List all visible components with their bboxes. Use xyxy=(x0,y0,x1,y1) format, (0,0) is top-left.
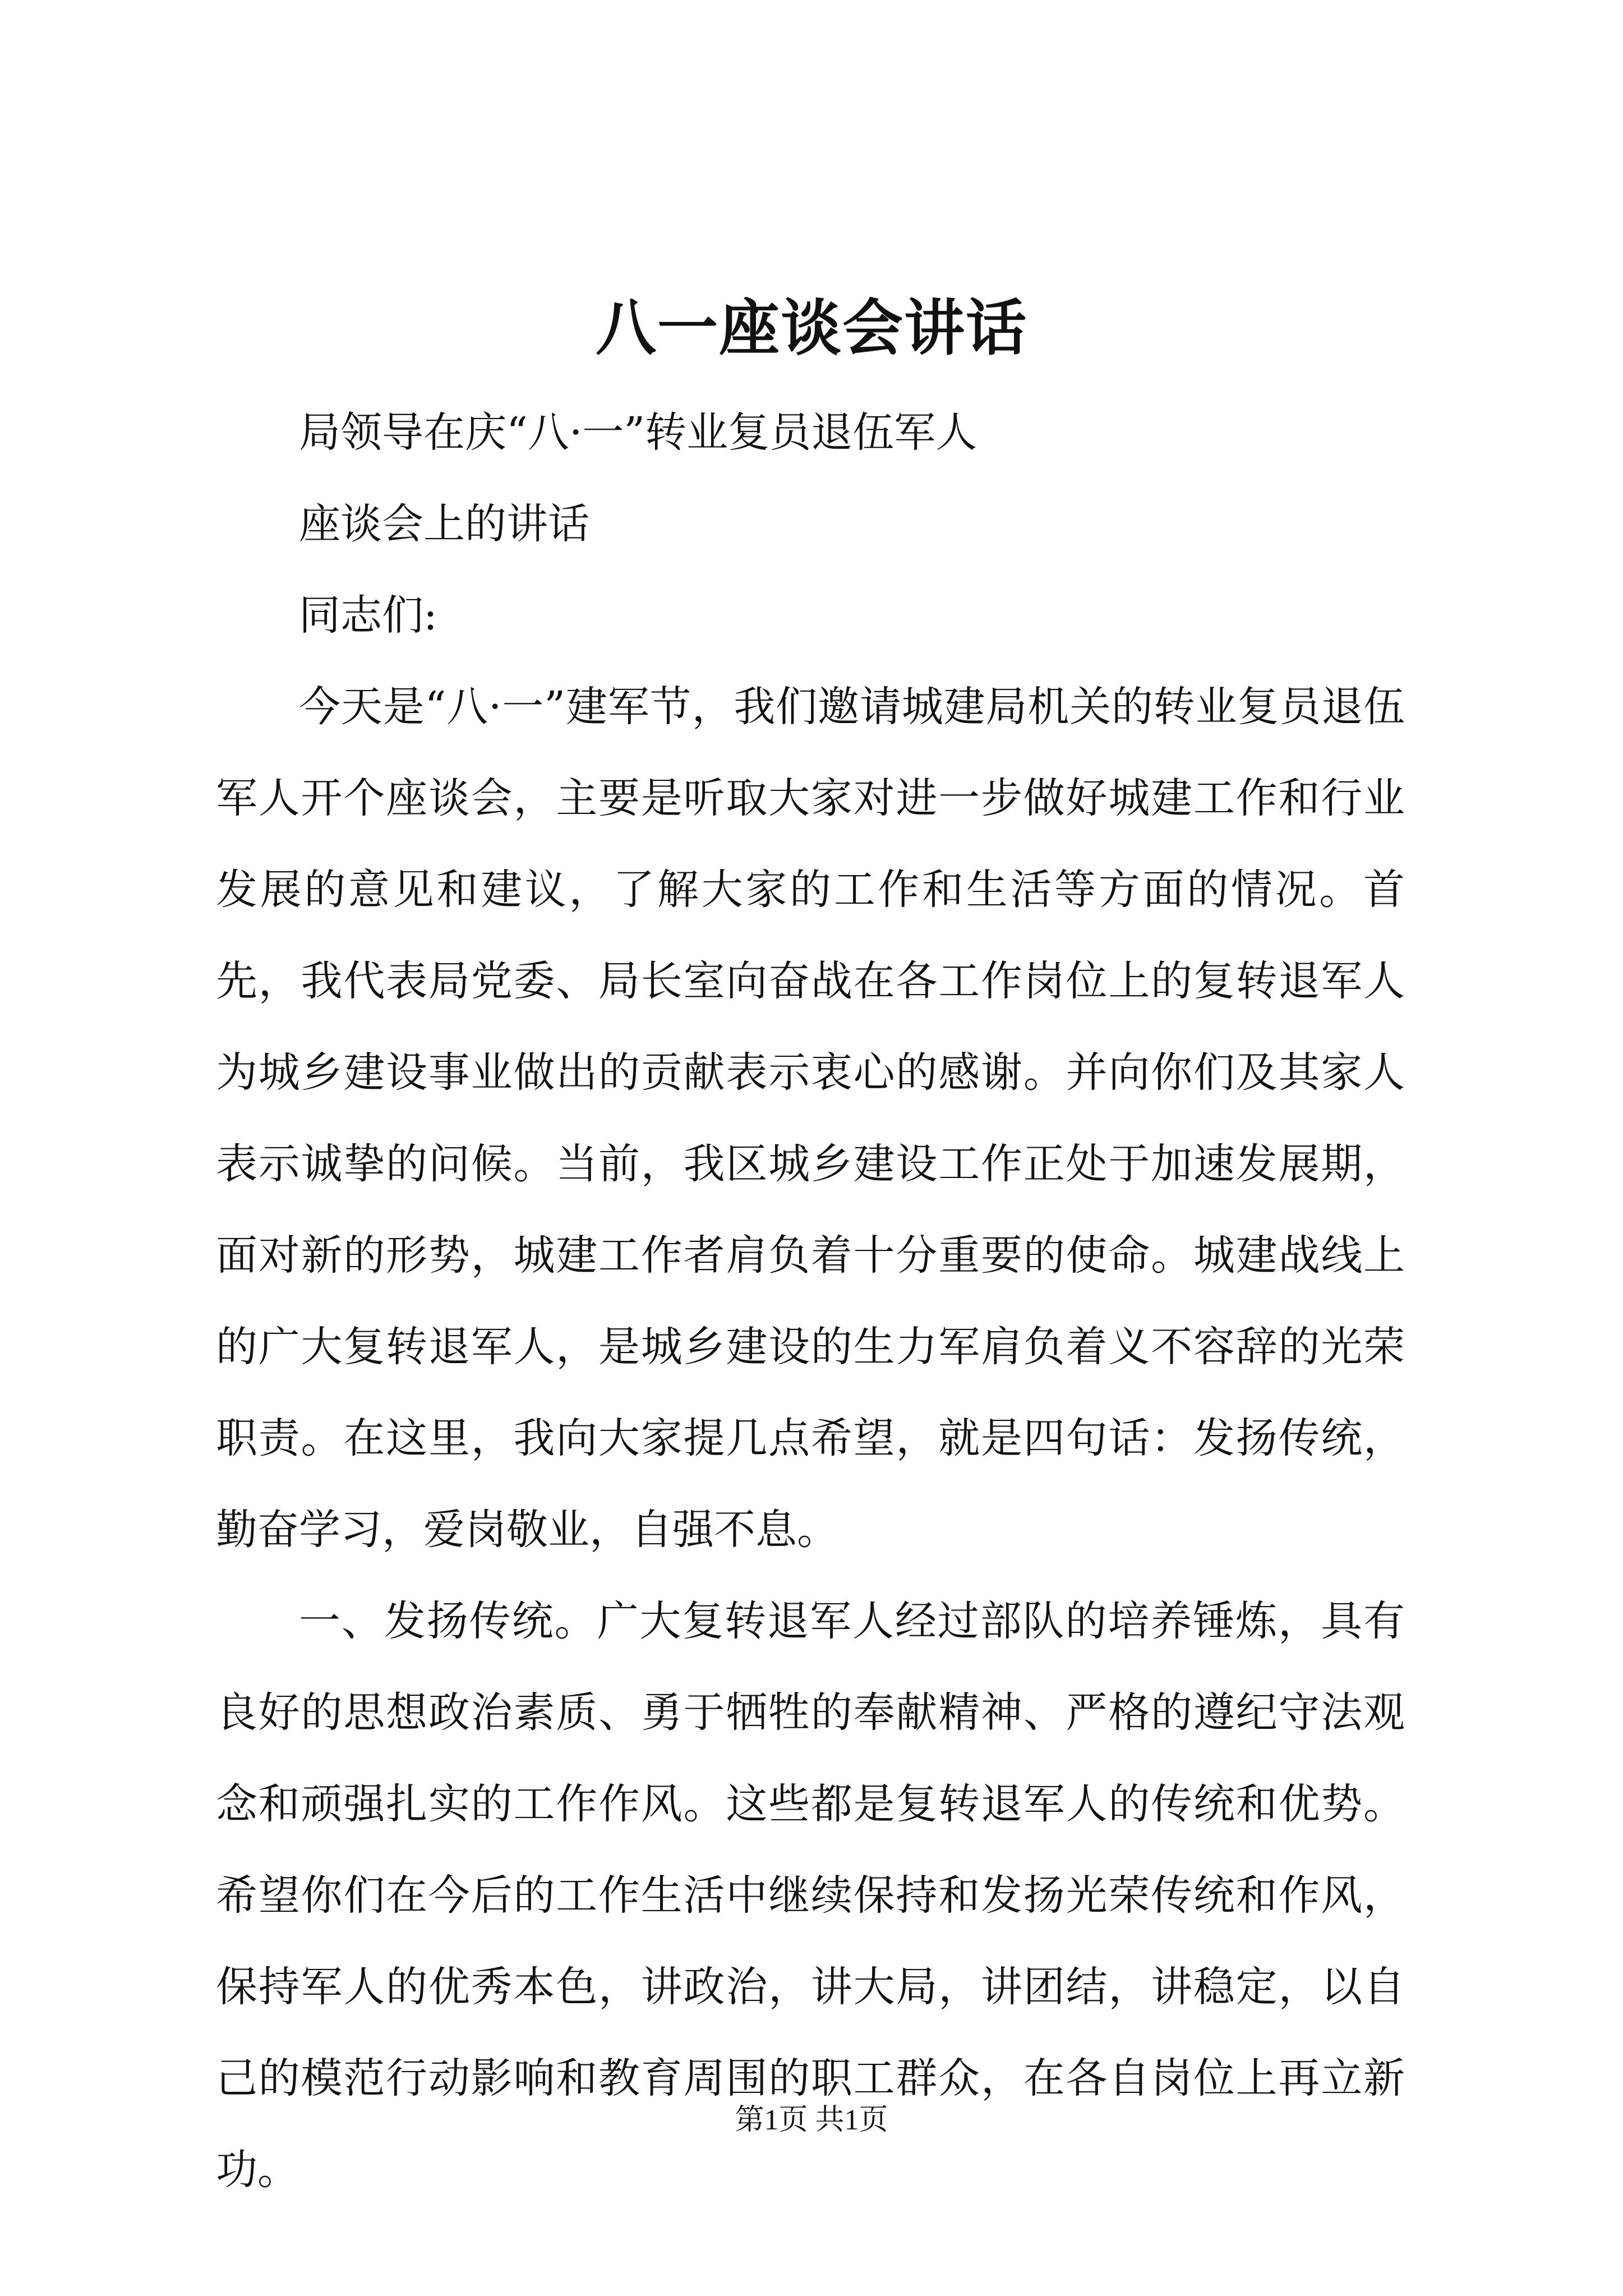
subtitle-line-2: 座谈会上的讲话 xyxy=(299,500,589,548)
subtitle-line-1: 局领导在庆“八·一”转业复员退伍军人 xyxy=(299,408,978,457)
document-body xyxy=(216,387,1405,2216)
document-title: 八一座谈会讲话 xyxy=(595,293,1027,364)
page-footer: 第1页 共1页 xyxy=(735,2104,888,2136)
salutation: 同志们: xyxy=(299,591,437,639)
paragraph-section-one: 一、发扬传统。广大复转退军人经过部队的培养锤炼，具有良好的思想政治素质、勇于牺牲的奉献精神、严格的遵纪守法观念和顽强扎实的工作作风。这些都是复转退军人的传统和优势。希望你们在今后的工作生活中继续保持和发扬光荣传统和作风，保持军人的优秀本色，讲政治，讲大局，讲团结，讲稳定，以自己的模范行动影响和教育周围的职工群众，在各自岗位上再立新功。 xyxy=(216,1597,1405,2194)
paragraph-intro: 今天是“八·一”建军节，我们邀请城建局机关的转业复员退伍军人开个座谈会，主要是听取大家对进一步做好城建工作和行业发展的意见和建议，了解大家的工作和生活等方面的情况。首先，我代表局党委、局长室向奋战在各工作岗位上的复转退军人为城乡建设事业做出的贡献表示衷心的感谢。并向你们及其家人表示诚挚的问候。当前，我区城乡建设工作正处于加速发展期，面对新的形势，城建工作者肩负着十分重要的使命。城建战线上的广大复转退军人，是城乡建设的生力军肩负着义不容辞的光荣职责。在这里，我向大家提几点希望，就是四句话：发扬传统，勤奋学习，爱岗敬业，自强不息。 xyxy=(216,683,1405,1554)
